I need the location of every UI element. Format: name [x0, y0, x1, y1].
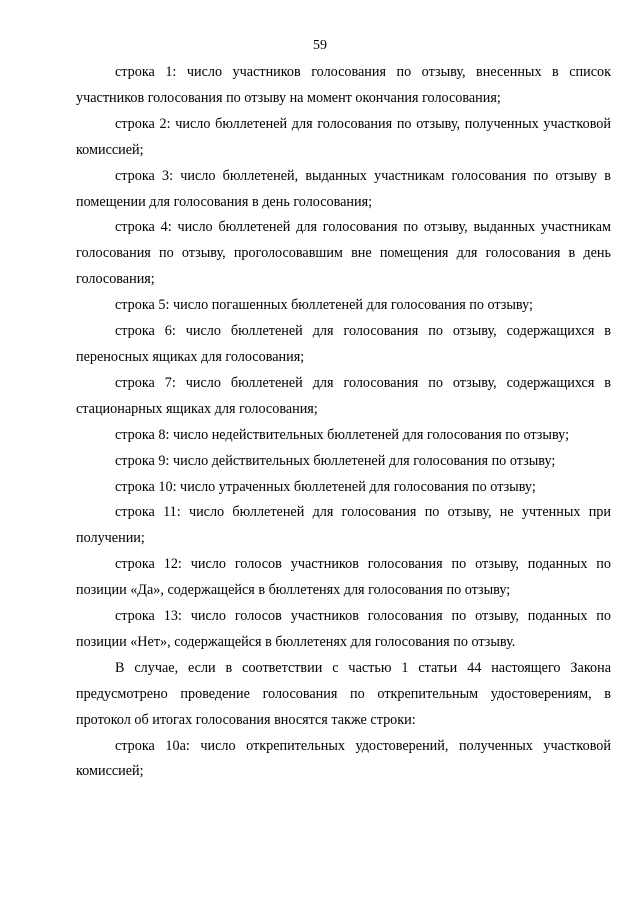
paragraph-line-6: строка 6: число бюллетеней для голосования по отзыву, содержащихся в переносных ящиках для голосования; [76, 323, 611, 365]
page-number: 59 [313, 38, 327, 53]
paragraph-line-12: строка 12: число голосов участников голосования по отзыву, поданных по позиции «Да», содержащейся в бюллетенях для голосования по отзыву; [76, 556, 611, 599]
paragraph-line-4: строка 4: число бюллетеней для голосования по отзыву, выданных участникам голосования по отзыву, проголосовавшим вне помещения для голосования в день голосования; [76, 219, 611, 288]
paragraph-line-11: строка 11: число бюллетеней для голосования по отзыву, не учтенных при получении; [76, 504, 611, 547]
paragraph-absentee-intro: В случае, если в соответствии с частью 1 статьи 44 настоящего Закона предусмотрено проведение голосования по открепительным удостоверениям, в протокол об итогах голосования вносятся также строки: [76, 659, 611, 728]
paragraph-line-1: строка 1: число участников голосования по отзыву, внесенных в список участников голосования по отзыву на момент окончания голосования; [76, 64, 611, 106]
paragraph-line-10: строка 10: число утраченных бюллетеней для голосования по отзыву; [115, 478, 536, 495]
paragraph-line-3: строка 3: число бюллетеней, выданных участникам голосования по отзыву в помещении для голосования в день голосования; [76, 167, 611, 210]
paragraph-line-13: строка 13: число голосов участников голосования по отзыву, поданных по позиции «Нет», содержащейся в бюллетенях для голосования по отзыву. [76, 608, 611, 650]
paragraph-line-9: строка 9: число действительных бюллетеней для голосования по отзыву; [115, 452, 556, 469]
document-body [76, 60, 611, 785]
paragraph-line-5: строка 5: число погашенных бюллетеней для голосования по отзыву; [115, 297, 533, 314]
paragraph-line-10a: строка 10а: число открепительных удостоверений, полученных участковой комиссией; [76, 737, 611, 780]
paragraph-line-8: строка 8: число недействительных бюллетеней для голосования по отзыву; [115, 426, 570, 443]
paragraph-line-7: строка 7: число бюллетеней для голосования по отзыву, содержащихся в стационарных ящиках для голосования; [76, 374, 611, 417]
paragraph-line-2: строка 2: число бюллетеней для голосования по отзыву, полученных участковой комиссией; [76, 115, 611, 158]
